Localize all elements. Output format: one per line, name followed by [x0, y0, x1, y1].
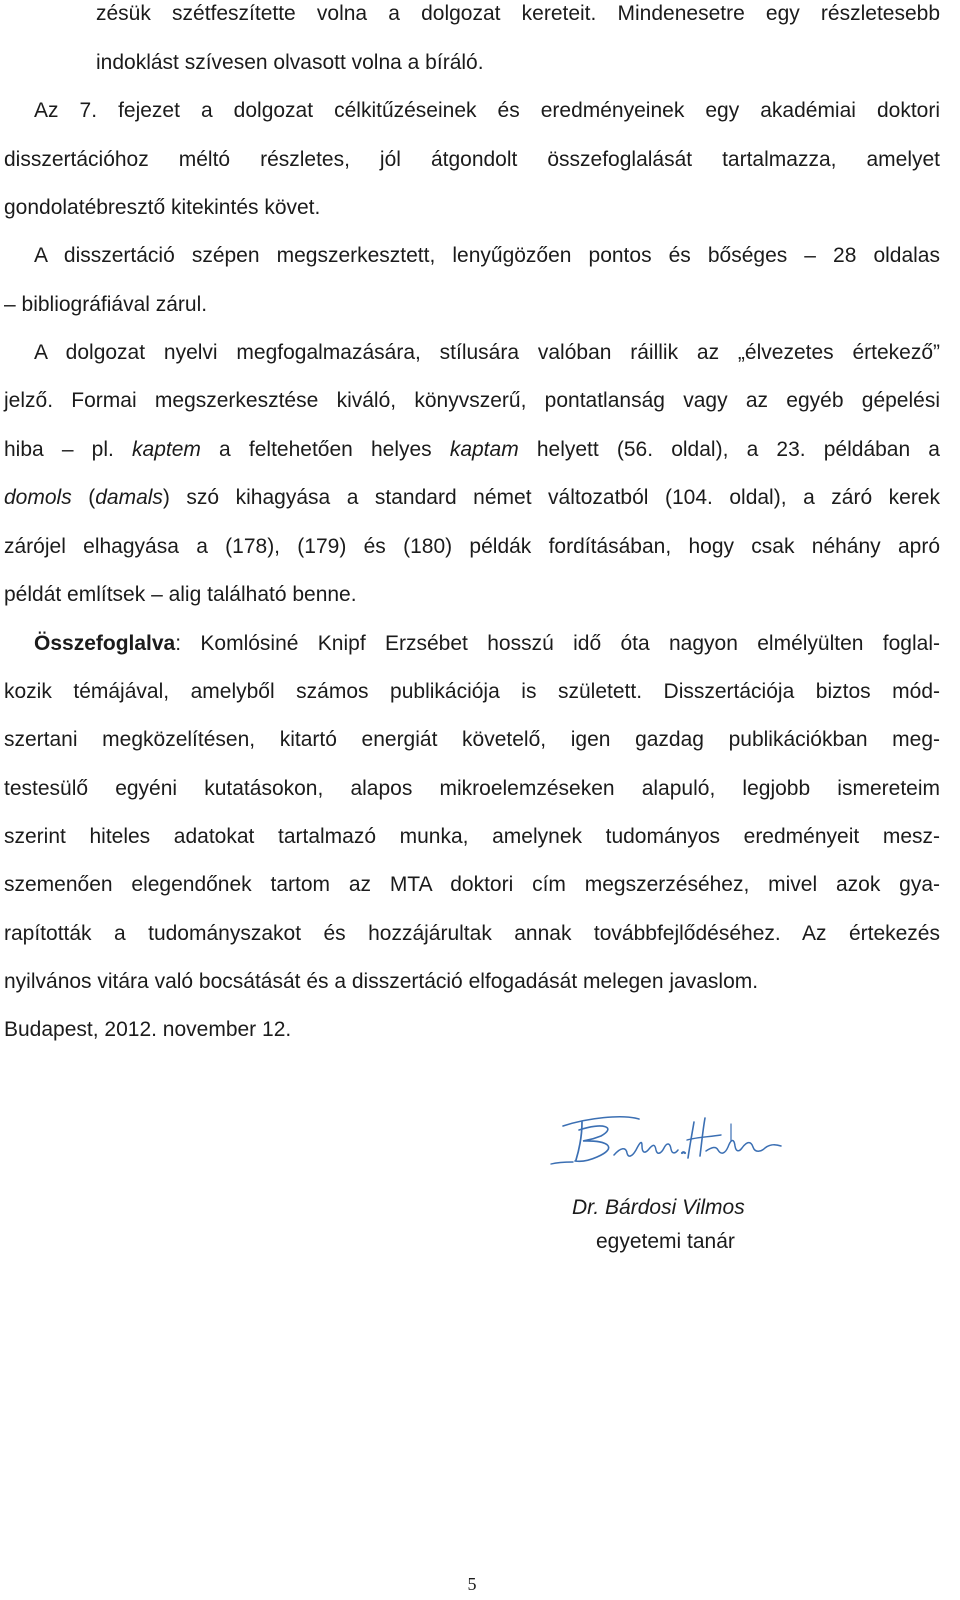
- text-line-12: zárójel elhagyása a (178), (179) és (180) példák fordításában, hogy csak néhány apró: [4, 535, 940, 558]
- text-line-6: A disszertáció szépen megszerkesztett, lenyűgözően pontos és bőséges – 28 oldalas: [34, 244, 940, 267]
- page-number: 5: [467, 1574, 477, 1594]
- text-line-1: zésük szétfeszítette volna a dolgozat kereteit. Mindenesetre egy részletesebb: [96, 2, 940, 25]
- text-line-10: [4, 436, 940, 464]
- text-line-11-part-2: (: [71, 486, 96, 509]
- signatory-name: Dr. Bárdosi Vilmos: [572, 1196, 745, 1219]
- text-line-21: nyilvános vitára való bocsátását és a disszertáció elfogadását melegen javaslom.: [4, 970, 759, 993]
- text-line-15: kozik témájával, amelyből számos publikációja is született. Disszertációja biztos mód-: [4, 680, 940, 703]
- text-line-17: testesülő egyéni kutatásokon, alapos mikroelemzéseken alapuló, legjobb ismereteim: [4, 777, 940, 800]
- text-line-11-part-3: damals: [95, 486, 163, 509]
- text-line-9: jelző. Formai megszerkesztése kiváló, könyvszerű, pontatlanság vagy az egyéb gépelési: [4, 389, 940, 412]
- text-line-11-part-1: domols: [4, 486, 72, 509]
- text-line-19: szemenően elegendőnek tartom az MTA doktori cím megszerzéséhez, mivel azok gya-: [4, 873, 940, 896]
- text-line-7: – bibliográfiával zárul.: [4, 293, 208, 316]
- text-line-11: [4, 484, 940, 512]
- text-line-5: gondolatébresztő kitekintés követ.: [4, 196, 321, 219]
- text-line-3: Az 7. fejezet a dolgozat célkitűzéseinek és eredményeinek egy akadémiai doktori: [34, 99, 940, 122]
- text-line-10-part-4: kaptam: [449, 438, 519, 461]
- text-line-10-part-2: kaptem: [132, 438, 201, 461]
- signatory-title: egyetemi tanár: [596, 1230, 735, 1253]
- text-line-8: A dolgozat nyelvi megfogalmazására, stílusára valóban ráillik az „élvezetes értekező”: [34, 341, 940, 364]
- text-line-10-part-1: hiba – pl.: [4, 438, 133, 461]
- text-line-13: példát említsek – alig található benne.: [4, 583, 357, 606]
- text-line-4: disszertációhoz méltó részletes, jól átgondolt összefoglalását tartalmazza, amelyet: [4, 148, 940, 171]
- text-line-10-part-3: a feltehetően helyes: [200, 438, 450, 461]
- date-line: Budapest, 2012. november 12.: [4, 1018, 292, 1041]
- text-line-14: [34, 630, 940, 658]
- text-line-11-part-4: ) szó kihagyása a standard német változatból (104. oldal), a záró kerek: [162, 486, 940, 509]
- handwritten-signature: [545, 1102, 795, 1178]
- text-line-16: szertani megközelítésen, kitartó energiát követelő, igen gazdag publikációkban meg-: [4, 728, 940, 751]
- text-line-10-part-5: helyett (56. oldal), a 23. példában a: [518, 438, 940, 461]
- text-line-20: rapították a tudományszakot és hozzájárultak annak továbbfejlődéséhez. Az értekezés: [4, 922, 940, 945]
- text-line-14-rest: : Komlósiné Knipf Erzsébet hosszú idő óta nagyon elmélyülten foglal-: [175, 632, 940, 655]
- summary-heading: Összefoglalva: [34, 632, 176, 655]
- text-line-18: szerint hiteles adatokat tartalmazó munka, amelynek tudományos eredményeit mesz-: [4, 825, 940, 848]
- text-line-2: indoklást szívesen olvasott volna a bíráló.: [96, 51, 484, 74]
